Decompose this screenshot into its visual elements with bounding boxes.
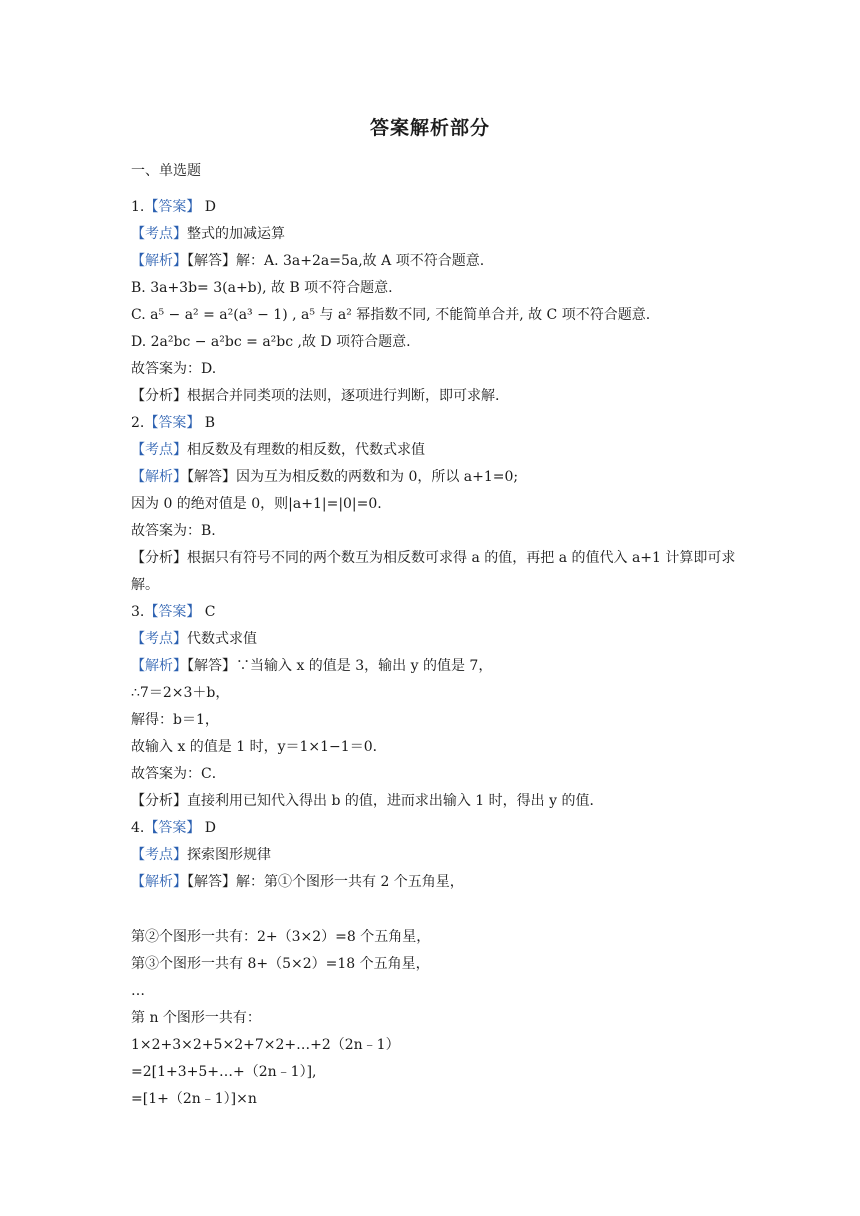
q2-number: 2. — [131, 415, 145, 431]
q3-point: 代数式求值 — [187, 631, 257, 647]
explain-tag: 【解析】 — [131, 469, 187, 485]
q2-conclusion: 故答案为：B. — [131, 523, 216, 539]
q4-line-5: 第 n 个图形一共有： — [131, 1010, 261, 1026]
q3-conclusion: 故答案为：C． — [131, 766, 226, 782]
q4-point-line — [131, 842, 751, 869]
q1-line-b: B. 3a+3b= 3(a+b), 故 B 项不符合题意. — [131, 280, 393, 296]
q1-answer: D — [200, 199, 217, 215]
q3-explain: 【解答】∵当输入 x 的值是 3，输出 y 的值是 7， — [187, 658, 493, 674]
point-tag: 【考点】 — [131, 226, 187, 242]
answer-content — [131, 194, 751, 1113]
q2-point-line — [131, 437, 751, 464]
point-tag: 【考点】 — [131, 631, 187, 647]
q1-analysis-line — [131, 383, 751, 410]
q3-analysis: 直接利用已知代入得出 b 的值，进而求出输入 1 时，得出 y 的值． — [187, 793, 604, 809]
q2-explain-line — [131, 464, 751, 491]
answer-tag: 【答案】 — [144, 604, 201, 620]
q3-line-3: 解得：b＝1， — [131, 712, 219, 728]
q1-line-d: D. 2a²bc − a²bc = a²bc ,故 D 项符合题意. — [131, 334, 411, 350]
point-tag: 【考点】 — [131, 442, 187, 458]
spacer — [131, 896, 751, 924]
page-title: 答案解析部分 — [369, 117, 490, 139]
q3-line-2: ∴7＝2×3＋b， — [131, 685, 230, 701]
q4-answer: D — [200, 820, 217, 836]
q4-answer-line — [131, 815, 751, 842]
q4-line-8: =[1+（2n﹣1）]×n — [131, 1091, 257, 1107]
q2-explain: 【解答】因为互为相反数的两数和为 0，所以 a+1=0; — [187, 469, 519, 485]
q1-explain-line — [131, 248, 751, 275]
q4-line-7: =2[1+3+5+…+（2n﹣1）], — [131, 1064, 317, 1080]
q3-line-4: 故输入 x 的值是 1 时，y＝1×1−1＝0． — [131, 739, 387, 755]
section-heading: 一、单选题 — [131, 163, 201, 179]
q1-point: 整式的加减运算 — [187, 226, 285, 242]
analysis-tag: 【分析】 — [131, 793, 187, 809]
q4-line-4: … — [131, 983, 145, 999]
q1-explain: 【解答】解：A. 3a+2a=5a,故 A 项不符合题意. — [187, 253, 485, 269]
q1-number: 1. — [131, 199, 145, 215]
explain-tag: 【解析】 — [131, 874, 187, 890]
q4-line-6: 1×2+3×2+5×2+7×2+…+2（2n﹣1） — [131, 1037, 400, 1053]
q2-analysis-line — [131, 545, 751, 599]
q1-conclusion: 故答案为：D. — [131, 361, 217, 377]
q1-line-c: C. a⁵ − a² = a²(a³ − 1) , a⁵ 与 a² 幂指数不同, 不能简单合并, 故 C 项不符合题意. — [131, 307, 651, 323]
q3-answer-line — [131, 599, 751, 626]
q4-explain-line — [131, 869, 751, 896]
answer-tag: 【答案】 — [144, 820, 201, 836]
answer-tag: 【答案】 — [144, 199, 201, 215]
q2-answer: B — [200, 415, 216, 431]
point-tag: 【考点】 — [131, 847, 187, 863]
q4-line-3: 第③个图形一共有 8+（5×2）=18 个五角星， — [131, 956, 430, 972]
analysis-tag: 【分析】 — [131, 550, 187, 566]
q3-explain-line — [131, 653, 751, 680]
explain-tag: 【解析】 — [131, 658, 187, 674]
q4-number: 4. — [131, 820, 145, 836]
q3-answer: C — [200, 604, 216, 620]
q1-point-line — [131, 221, 751, 248]
q3-point-line — [131, 626, 751, 653]
q4-line-2: 第②个图形一共有：2+（3×2）=8 个五角星， — [131, 929, 431, 945]
q2-analysis: 根据只有符号不同的两个数互为相反数可求得 a 的值，再把 a 的值代入 a+1 计算即可求解。 — [131, 550, 736, 593]
q3-number: 3. — [131, 604, 145, 620]
analysis-tag: 【分析】 — [131, 388, 187, 404]
q2-line-2: 因为 0 的绝对值是 0，则|a+1|=|0|=0. — [131, 496, 382, 512]
explain-tag: 【解析】 — [131, 253, 187, 269]
q2-point: 相反数及有理数的相反数，代数式求值 — [187, 442, 425, 458]
q4-point: 探索图形规律 — [187, 847, 271, 863]
q3-analysis-line — [131, 788, 751, 815]
q1-analysis: 根据合并同类项的法则，逐项进行判断，即可求解. — [187, 388, 500, 404]
q4-explain: 【解答】解：第①个图形一共有 2 个五角星， — [187, 874, 464, 890]
answer-tag: 【答案】 — [144, 415, 201, 431]
q1-answer-line — [131, 194, 751, 221]
q2-answer-line — [131, 410, 751, 437]
